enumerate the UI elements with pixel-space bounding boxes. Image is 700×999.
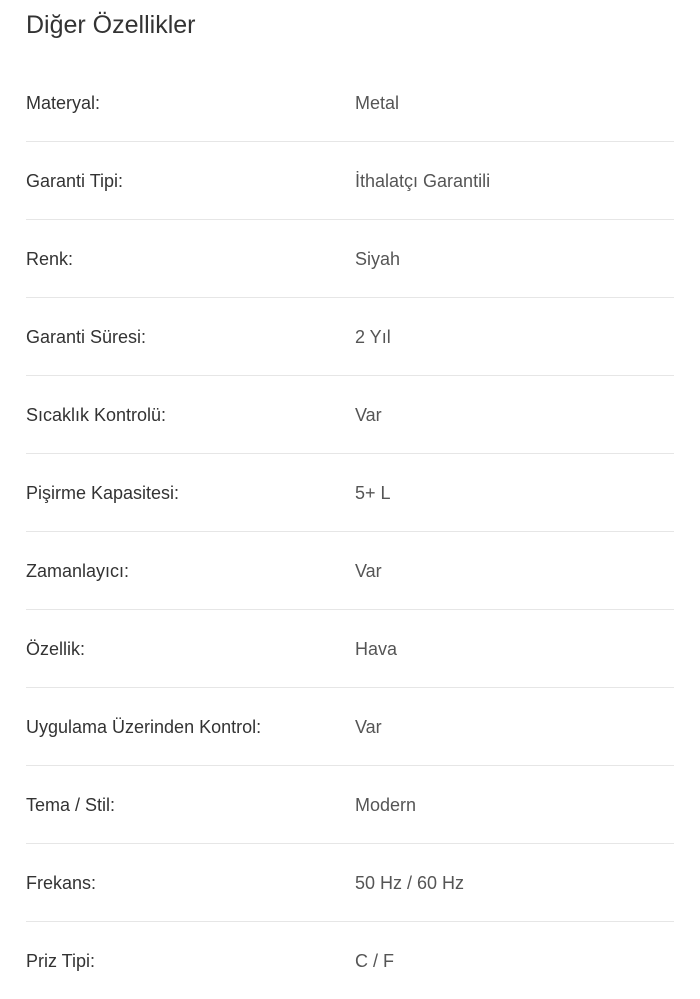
spec-row-ozellik [26, 610, 674, 688]
spec-value: İthalatçı Garantili [355, 171, 491, 191]
spec-value: C / F [355, 951, 394, 971]
spec-row-frekans [26, 844, 674, 922]
spec-row-materyal [26, 64, 674, 142]
spec-key: Renk: [26, 249, 74, 269]
spec-value: 50 Hz / 60 Hz [355, 873, 465, 893]
spec-row-zamanlayici [26, 532, 674, 610]
spec-key: Materyal: [26, 93, 101, 113]
spec-value: Hava [355, 639, 398, 659]
spec-key: Tema / Stil: [26, 795, 116, 815]
spec-key: Sıcaklık Kontrolü: [26, 405, 167, 425]
section-title: Diğer Özellikler [26, 11, 196, 39]
spec-row-tema-stil [26, 766, 674, 844]
spec-value: Modern [355, 795, 417, 815]
spec-row-garanti-tipi [26, 142, 674, 220]
spec-key: Garanti Süresi: [26, 327, 147, 347]
spec-row-garanti-suresi [26, 298, 674, 376]
spec-key: Priz Tipi: [26, 951, 96, 971]
spec-value: 2 Yıl [355, 327, 391, 347]
spec-value: Var [355, 561, 382, 581]
spec-list [26, 64, 674, 999]
spec-value: Siyah [355, 249, 401, 269]
spec-row-sicaklik-kontrolu [26, 376, 674, 454]
spec-key: Garanti Tipi: [26, 171, 124, 191]
spec-key: Özellik: [26, 639, 86, 659]
spec-key: Uygulama Üzerinden Kontrol: [26, 717, 262, 737]
spec-key: Frekans: [26, 873, 97, 893]
spec-key: Pişirme Kapasitesi: [26, 483, 180, 503]
spec-value: Var [355, 717, 382, 737]
spec-row-priz-tipi [26, 922, 674, 999]
spec-row-uygulama-kontrol [26, 688, 674, 766]
spec-row-renk [26, 220, 674, 298]
spec-row-pisirme-kapasitesi [26, 454, 674, 532]
spec-value: Var [355, 405, 382, 425]
spec-value: Metal [355, 93, 400, 113]
spec-key: Zamanlayıcı: [26, 561, 130, 581]
spec-value: 5+ L [355, 483, 391, 503]
